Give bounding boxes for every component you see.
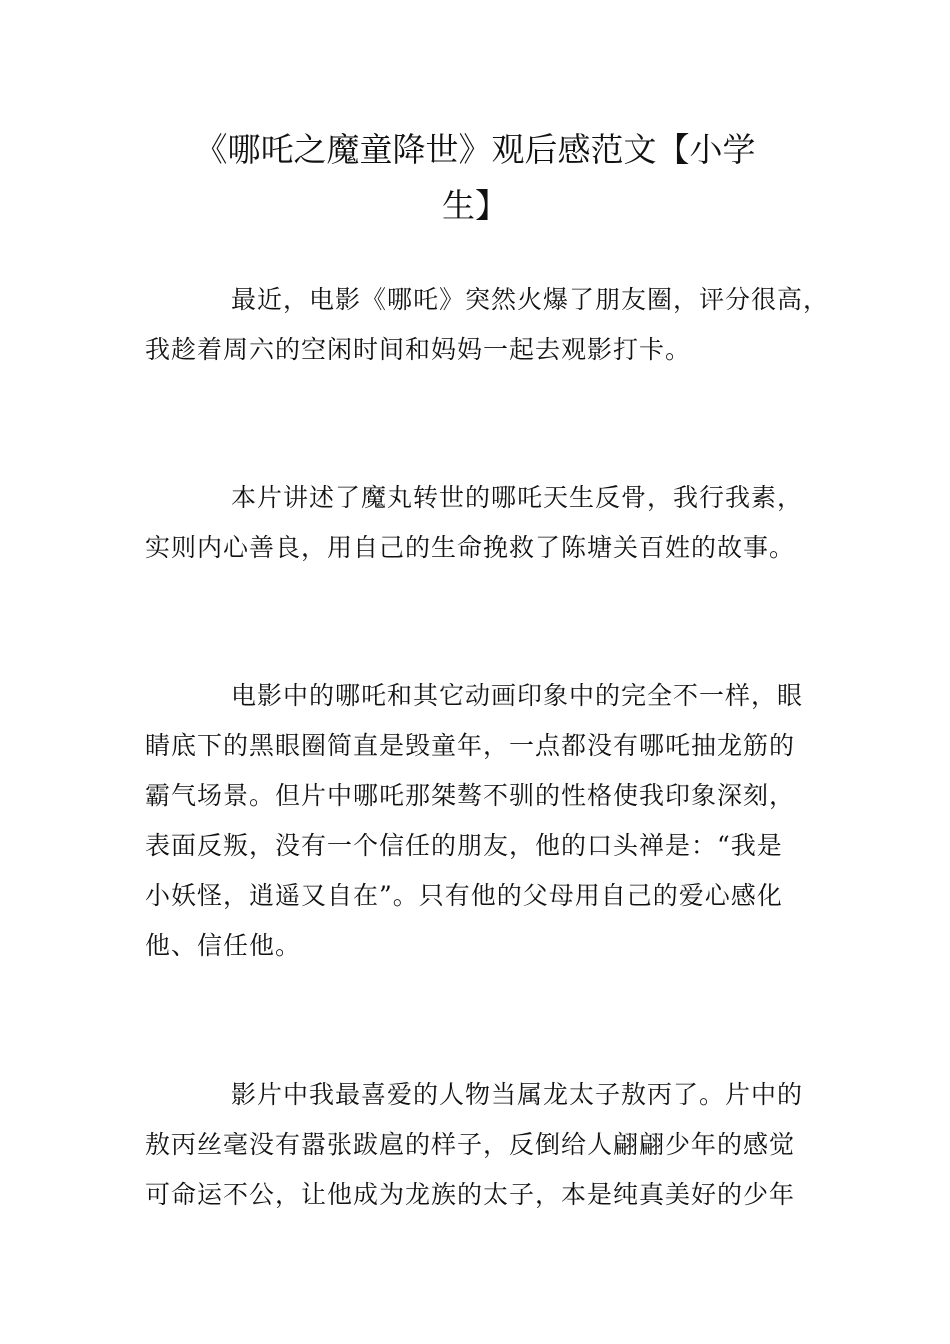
paragraph xyxy=(145,275,830,375)
paragraph-line: 他、信任他。 xyxy=(145,931,302,960)
paragraph-line: 我趁着周六的空闲时间和妈妈一起去观影打卡。 xyxy=(145,335,692,364)
title-line: 生】 xyxy=(442,186,508,225)
paragraph-line: 电影中的哪吒和其它动画印象中的完全不一样，眼 xyxy=(231,681,804,710)
paragraph-line: 表面反叛，没有一个信任的朋友，他的口头禅是：“我是 xyxy=(145,831,783,860)
paragraph-line: 本片讲述了魔丸转世的哪吒天生反骨，我行我素， xyxy=(231,483,804,512)
paragraph xyxy=(145,1070,810,1220)
paragraph-line: 实则内心善良，用自己的生命挽救了陈塘关百姓的故事。 xyxy=(145,533,796,562)
title-line: 《哪吒之魔童降世》观后感范文【小学 xyxy=(194,130,756,169)
document-title xyxy=(150,122,800,234)
paragraph-line: 敖丙丝毫没有嚣张跋扈的样子，反倒给人翩翩少年的感觉 xyxy=(145,1130,796,1159)
paragraph-line: 影片中我最喜爱的人物当属龙太子敖丙了。片中的 xyxy=(231,1080,804,1109)
paragraph-line: 小妖怪，逍遥又自在”。只有他的父母用自己的爱心感化 xyxy=(145,881,783,910)
paragraph xyxy=(145,473,810,573)
paragraph-line: 霸气场景。但片中哪吒那桀骜不驯的性格使我印象深刻， xyxy=(145,781,796,810)
paragraph-line: 最近，电影《哪吒》突然火爆了朋友圈，评分很高， xyxy=(231,285,830,314)
paragraph xyxy=(145,671,810,971)
paragraph-line: 可命运不公，让他成为龙族的太子，本是纯真美好的少年 xyxy=(145,1180,796,1209)
paragraph-line: 睛底下的黑眼圈简直是毁童年，一点都没有哪吒抽龙筋的 xyxy=(145,731,796,760)
